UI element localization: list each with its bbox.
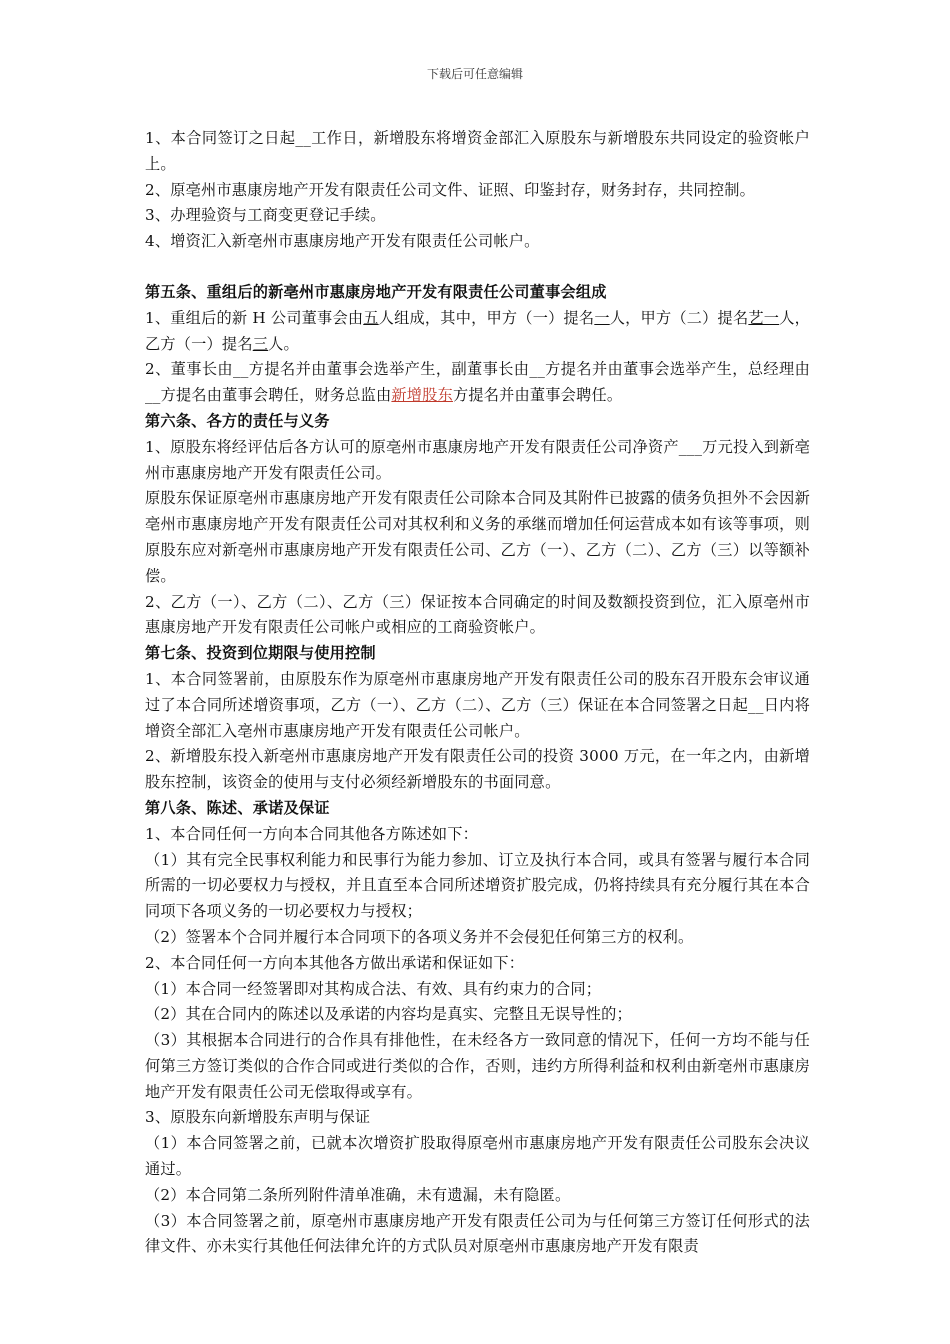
sec4-item-3: 3、办理验资与工商变更登记手续。 [145,206,386,225]
sec4-item-4: 4、增资汇入新亳州市惠康房地产开发有限责任公司帐户。 [145,232,540,251]
sec7-item-2: 2、新增股东投入新亳州市惠康房地产开发有限责任公司的投资 3000 万元，在一年之内，由新增股东控制，该资金的使用与支付必须经新增股东的书面同意。 [145,747,810,792]
sec8-subitem: （2）签署本个合同并履行本合同项下的各项义务并不会侵犯任何第三方的权利。 [145,927,694,946]
sec8-item-1: 1、本合同任何一方向本合同其他各方陈述如下： [145,824,479,843]
text-run: 人，甲方（二）提名 [609,308,749,327]
document-body [145,126,810,1260]
sec8-item-2: 2、本合同任何一方向本其他各方做出承诺和保证如下： [145,953,525,972]
section-7-heading: 第七条、投资到位期限与使用控制 [145,644,376,663]
underlined-value: 艺一 [748,308,780,327]
section-6-heading: 第六条、各方的责任与义务 [145,411,330,430]
text-run: 1、重组后的新 H 公司董事会由 [145,308,364,327]
page-header: 下载后可任意编辑 [426,67,523,81]
text-run: 人，乙方（一）提名 [145,308,810,353]
underlined-value: 一 [594,308,610,327]
sec5-item-2 [145,357,810,409]
sec8-subitem: （1）本合同一经签署即对其构成合法、有效、具有约束力的合同； [145,979,602,998]
sec8-item-3: 3、原股东向新增股东声明与保证 [145,1108,371,1127]
text-run: 2、董事长由__方提名并由董事会选举产生，副董事长由__方提名并由董事会选举产生，总经理由__方提名由董事会聘任，财务总监由 [145,360,810,405]
underlined-value: 五 [363,308,379,327]
underlined-value: 三 [252,334,269,353]
sec7-item-1: 1、本合同签署前，由原股东作为原亳州市惠康房地产开发有限责任公司的股东召开股东会审议通过了本合同所述增资事项，乙方（一）、乙方（二）、乙方（三）保证在本合同签署之日起__日内将增资全部汇入亳州市惠康房地产开发有限责任公司帐户。 [145,669,810,740]
section-8-heading: 第八条、陈述、承诺及保证 [145,798,330,817]
text-run: 人组成，其中，甲方（一）提名 [378,308,595,327]
sec8-subitem: （1）其有完全民事权利能力和民事行为能力参加、订立及执行本合同，或具有签署与履行本合同所需的一切必要权力与授权，并且直至本合同所述增资扩股完成，仍将持续具有充分履行其在本合同项下各项义务的一切必要权力与授权； [145,850,810,921]
text-run: 人。 [268,334,299,353]
sec8-subitem: （2）本合同第二条所列附件清单准确，未有遗漏，未有隐匿。 [145,1185,571,1204]
section-spacer [145,255,810,280]
text-run: 方提名并由董事会聘任。 [452,386,623,405]
sec8-subitem: （1）本合同签署之前，已就本次增资扩股取得原亳州市惠康房地产开发有限责任公司股东会决议通过。 [145,1134,810,1179]
sec8-subitem: （3）本合同签署之前，原亳州市惠康房地产开发有限责任公司为与任何第三方签订任何形式的法律文件、亦未实行其他任何法律允许的方式队员对原亳州市惠康房地产开发有限责 [145,1211,810,1256]
sec6-paragraph: 原股东保证原亳州市惠康房地产开发有限责任公司除本合同及其附件已披露的债务负担外不会因新亳州市惠康房地产开发有限责任公司对其权利和义务的承继而增加任何运营成本如有该等事项，则原股东应对新亳州市惠康房地产开发有限责任公司、乙方（一）、乙方（二）、乙方（三）以等额补偿。 [145,489,810,585]
sec5-item-1 [145,306,810,358]
sec6-item-2: 2、乙方（一）、乙方（二）、乙方（三）保证按本合同确定的时间及数额投资到位，汇入原亳州市惠康房地产开发有限责任公司帐户或相应的工商验资帐户。 [145,592,810,637]
sec8-subitem: （2）其在合同内的陈述以及承诺的内容均是真实、完整且无误导性的； [145,1005,632,1024]
section-5-heading: 第五条、重组后的新亳州市惠康房地产开发有限责任公司董事会组成 [145,282,607,301]
sec4-item-2: 2、原亳州市惠康房地产开发有限责任公司文件、证照、印鉴封存，财务封存，共同控制。 [145,180,755,199]
sec6-item-1: 1、原股东将经评估后各方认可的原亳州市惠康房地产开发有限责任公司净资产___万元投入到新亳州市惠康房地产开发有限责任公司。 [145,437,810,482]
sec4-item-1: 1、本合同签订之日起__工作日，新增股东将增资金部汇入原股东与新增股东共同设定的验资帐户上。 [145,129,810,173]
new-shareholder-link[interactable]: 新增股东 [391,386,453,405]
sec8-subitem: （3）其根据本合同进行的合作具有排他性，在未经各方一致同意的情况下，任何一方均不能与任何第三方签订类似的合作合同或进行类似的合作，否则，违约方所得利益和权利由新亳州市惠康房地产开发有限责任公司无偿取得或享有。 [145,1031,810,1101]
